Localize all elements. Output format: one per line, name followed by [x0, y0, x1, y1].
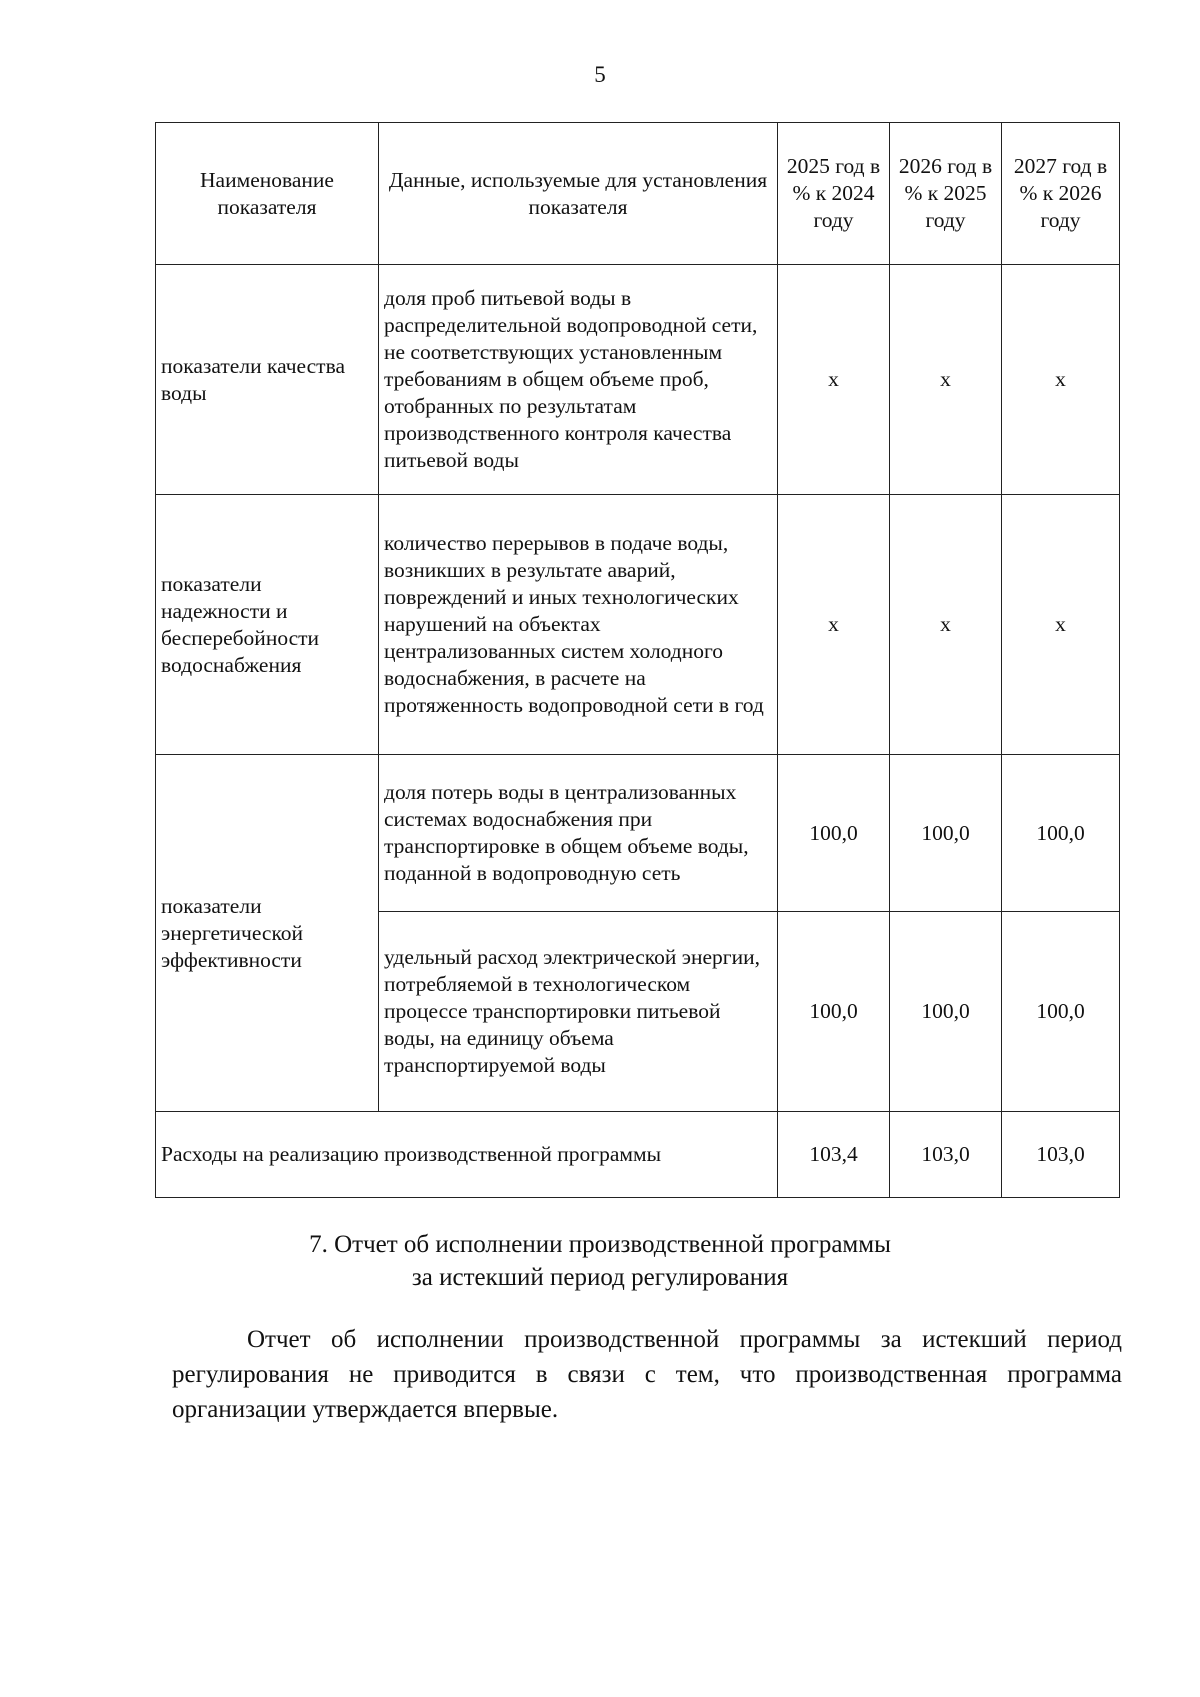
value-2027: x — [1002, 265, 1120, 495]
value-2027: 103,0 — [1002, 1112, 1120, 1198]
section-heading — [0, 1228, 1200, 1294]
total-expenses-label: Расходы на реализацию производственной программы — [156, 1112, 778, 1198]
table-row-energy-losses — [156, 755, 1120, 912]
table-header-row — [156, 123, 1120, 265]
value-2026: x — [890, 495, 1002, 755]
header-year-2027: 2027 год в % к 2026 году — [1002, 123, 1120, 265]
table-row-reliability — [156, 495, 1120, 755]
section-heading-line-2: за истекший период регулирования — [411, 1264, 789, 1291]
indicator-data: удельный расход электрической энергии, потребляемой в технологическом процессе транспортировки питьевой воды, на единицу объема транспортируемой воды — [379, 912, 778, 1112]
indicator-data: количество перерывов в подаче воды, возникших в результате аварий, повреждений и иных технологических нарушений на объектах централизованных систем холодного водоснабжения, в расчете на протяженность водопроводной сети в год — [379, 495, 778, 755]
value-2025: 100,0 — [778, 755, 890, 912]
header-year-2025: 2025 год в % к 2024 году — [778, 123, 890, 265]
header-indicator-name: Наименование показателя — [156, 123, 379, 265]
indicator-name: показатели качества воды — [156, 265, 379, 495]
table-row-water-quality — [156, 265, 1120, 495]
table-row-total-expenses — [156, 1112, 1120, 1198]
page-number: 5 — [594, 62, 606, 87]
value-2027: x — [1002, 495, 1120, 755]
indicators-table — [155, 122, 1120, 1198]
value-2026: 100,0 — [890, 755, 1002, 912]
value-2027: 100,0 — [1002, 912, 1120, 1112]
indicator-data: доля проб питьевой воды в распределительной водопроводной сети, не соответствующих установленным требованиям в общем объеме проб, отобранных по результатам производственного контроля качества питьевой воды — [379, 265, 778, 495]
header-indicator-data: Данные, используемые для установления показателя — [379, 123, 778, 265]
value-2025: 103,4 — [778, 1112, 890, 1198]
report-paragraph: Отчет об исполнении производственной программы за истекший период регулирования не приводится в связи с тем, что производственная программа организации утверждается впервые. — [172, 1326, 1122, 1423]
value-2025: x — [778, 265, 890, 495]
value-2025: 100,0 — [778, 912, 890, 1112]
value-2025: x — [778, 495, 890, 755]
indicator-data: доля потерь воды в централизованных системах водоснабжения при транспортировке в общем объеме воды, поданной в водопроводную сеть — [379, 755, 778, 912]
value-2026: x — [890, 265, 1002, 495]
value-2026: 100,0 — [890, 912, 1002, 1112]
value-2027: 100,0 — [1002, 755, 1120, 912]
header-year-2026: 2026 год в % к 2025 году — [890, 123, 1002, 265]
section-heading-line-1: 7. Отчет об исполнении производственной программы — [309, 1231, 891, 1258]
indicator-name: показатели надежности и бесперебойности водоснабжения — [156, 495, 379, 755]
indicator-name: показатели энергетической эффективности — [156, 755, 379, 1112]
value-2026: 103,0 — [890, 1112, 1002, 1198]
